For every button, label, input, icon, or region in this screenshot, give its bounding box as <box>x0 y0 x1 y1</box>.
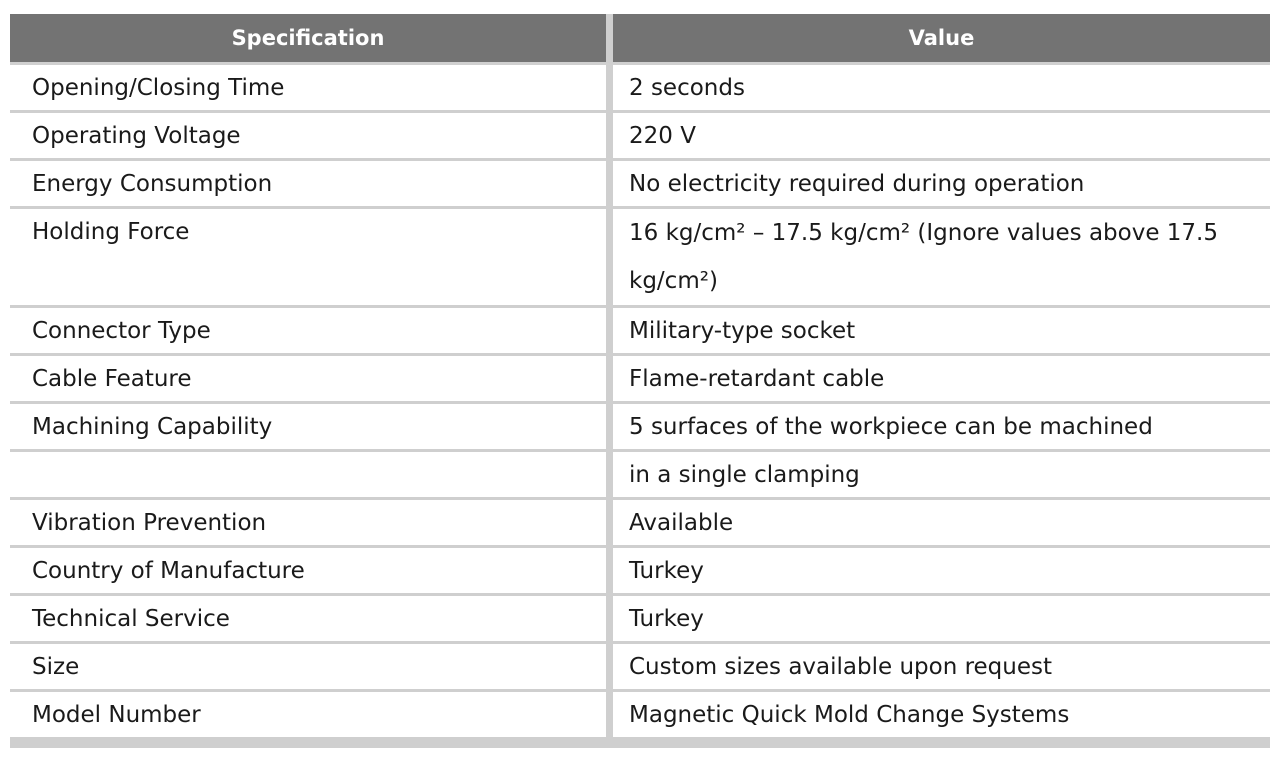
value-cell: 16 kg/cm² – 17.5 kg/cm² (Ignore values above 17.5 kg/cm²) <box>613 209 1270 308</box>
table-row <box>10 209 1270 308</box>
value-cell: 220 V <box>613 113 1270 161</box>
spec-cell: Energy Consumption <box>10 161 613 209</box>
column-header-specification: Specification <box>10 14 613 65</box>
table-row <box>10 452 1270 500</box>
table-header-row <box>10 14 1270 65</box>
spec-cell: Cable Feature <box>10 356 613 404</box>
table-row <box>10 500 1270 548</box>
value-cell: Military-type socket <box>613 308 1270 356</box>
spec-cell: Vibration Prevention <box>10 500 613 548</box>
value-cell: 2 seconds <box>613 65 1270 113</box>
spec-cell: Connector Type <box>10 308 613 356</box>
spec-table-container <box>10 14 1270 748</box>
table-row <box>10 356 1270 404</box>
table-row <box>10 65 1270 113</box>
table-row <box>10 113 1270 161</box>
value-cell: No electricity required during operation <box>613 161 1270 209</box>
spec-table <box>10 14 1270 737</box>
spec-cell: Opening/Closing Time <box>10 65 613 113</box>
value-cell: Turkey <box>613 596 1270 644</box>
spec-cell: Technical Service <box>10 596 613 644</box>
value-cell: Flame-retardant cable <box>613 356 1270 404</box>
spec-cell <box>10 452 613 500</box>
spec-cell: Machining Capability <box>10 404 613 452</box>
value-cell: Custom sizes available upon request <box>613 644 1270 692</box>
value-cell: Turkey <box>613 548 1270 596</box>
table-row <box>10 308 1270 356</box>
value-cell: Available <box>613 500 1270 548</box>
value-cell: Magnetic Quick Mold Change Systems <box>613 692 1270 737</box>
table-row <box>10 596 1270 644</box>
table-row <box>10 548 1270 596</box>
table-row <box>10 404 1270 452</box>
table-row <box>10 644 1270 692</box>
table-row <box>10 692 1270 737</box>
column-header-value: Value <box>613 14 1270 65</box>
spec-cell: Model Number <box>10 692 613 737</box>
spec-cell: Country of Manufacture <box>10 548 613 596</box>
value-cell: in a single clamping <box>613 452 1270 500</box>
spec-cell: Operating Voltage <box>10 113 613 161</box>
value-cell: 5 surfaces of the workpiece can be machined <box>613 404 1270 452</box>
table-row <box>10 161 1270 209</box>
spec-cell: Holding Force <box>10 209 613 308</box>
spec-cell: Size <box>10 644 613 692</box>
